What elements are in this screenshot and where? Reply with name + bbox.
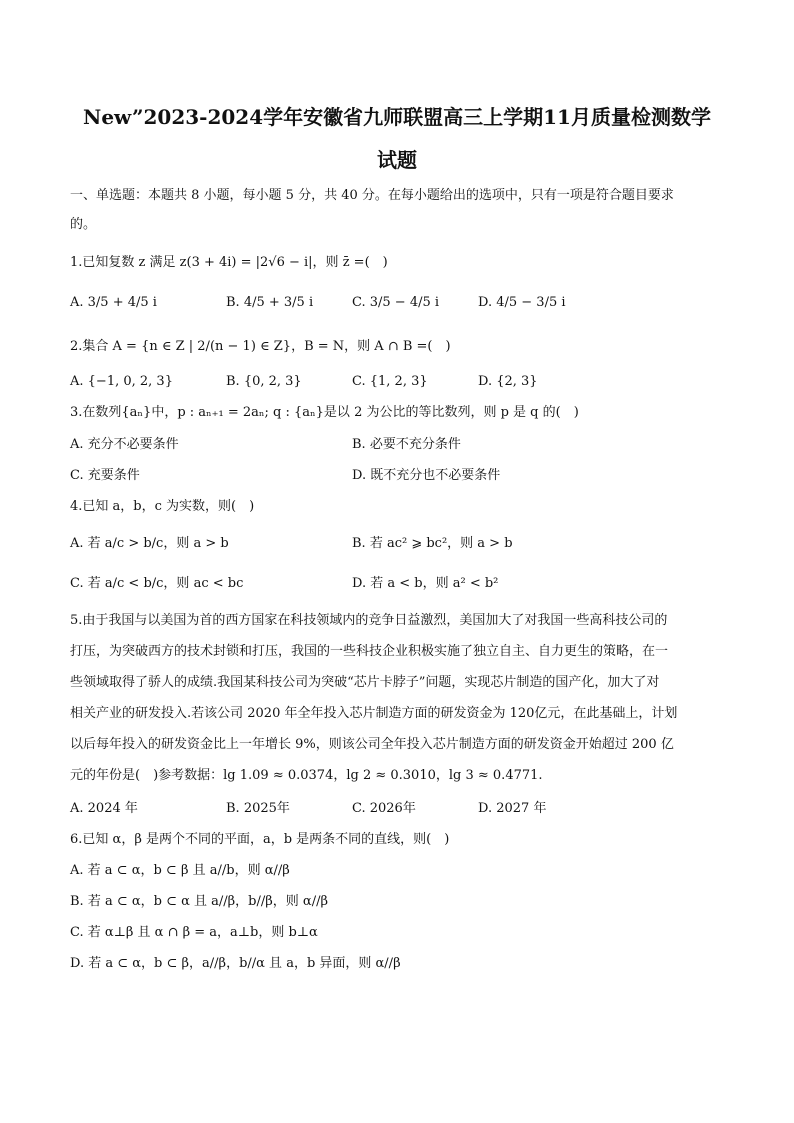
question-5-stem-line-5: 以后每年投入的研发资金比上一年增长 9%，则该公司全年投入芯片制造方面的研发资金开始超过 200 亿 [70, 737, 674, 752]
question-1-option-d: D. 4/5 − 3/5 i [478, 295, 566, 310]
question-5-option-b: B. 2025年 [226, 801, 290, 816]
page-title-continued: 试题 [377, 148, 417, 172]
question-5-option-d: D. 2027 年 [478, 801, 547, 816]
question-6-option-b: B. 若 a ⊂ α，b ⊂ α 且 a//β，b//β，则 α//β [70, 894, 328, 909]
question-6-option-a: A. 若 a ⊂ α，b ⊂ β 且 a//b，则 α//β [70, 863, 290, 878]
question-4-option-a: A. 若 a/c > b/c，则 a > b [70, 536, 229, 551]
question-4-option-b: B. 若 ac² ⩾ bc²，则 a > b [352, 536, 513, 551]
question-2-stem: 2.集合 A = {n ∈ Z | 2/(n − 1) ∈ Z}，B = N，则 A ∩ B =( ) [70, 339, 451, 354]
question-6-option-c: C. 若 α⊥β 且 α ∩ β = a，a⊥b，则 b⊥α [70, 925, 318, 940]
question-2-option-d: D. {2, 3} [478, 374, 538, 389]
question-6-option-d: D. 若 a ⊂ α，b ⊂ β，a//β，b//α 且 a，b 异面，则 α//β [70, 956, 401, 971]
question-1-option-b: B. 4/5 + 3/5 i [226, 295, 314, 310]
page-title: New”2023-2024学年安徽省九师联盟高三上学期11月质量检测数学 [83, 105, 711, 129]
question-5-option-a: A. 2024 年 [70, 801, 138, 816]
question-5-option-c: C. 2026年 [352, 801, 416, 816]
question-2-option-a: A. {−1, 0, 2, 3} [70, 374, 173, 389]
question-1-stem: 1.已知复数 z 满足 z(3 + 4i) = |2√6 − i|，则 z̄ =( ) [70, 255, 388, 270]
question-6-stem: 6.已知 α，β 是两个不同的平面，a，b 是两条不同的直线，则( ) [70, 832, 450, 847]
question-5-stem-line-3: 些领域取得了骄人的成绩.我国某科技公司为突破“芯片卡脖子”问题，实现芯片制造的国产化，加大了对 [70, 675, 660, 690]
question-5-stem-line-2: 打压，为突破西方的技术封锁和打压，我国的一些科技企业积极实施了独立自主、自力更生的策略，在一 [70, 644, 669, 659]
question-5-stem-line-1: 5.由于我国与以美国为首的西方国家在科技领域内的竞争日益激烈，美国加大了对我国一些高科技公司的 [70, 613, 668, 628]
question-3-stem: 3.在数列{aₙ}中，p : aₙ₊₁ = 2aₙ; q : {aₙ}是以 2 为公比的等比数列，则 p 是 q 的( ) [70, 405, 579, 420]
question-1-option-c: C. 3/5 − 4/5 i [352, 295, 440, 310]
section-instructions: 一、单选题：本题共 8 小题，每小题 5 分，共 40 分。在每小题给出的选项中，只有一项是符合题目要求 [70, 188, 674, 203]
question-5-stem-line-4: 相关产业的研发投入.若该公司 2020 年全年投入芯片制造方面的研发资金为 120亿元，在此基础上，计划 [70, 706, 678, 721]
question-3-option-c: C. 充要条件 [70, 468, 140, 483]
section-instructions-continued: 的。 [70, 217, 97, 232]
question-2-option-b: B. {0, 2, 3} [226, 374, 302, 389]
question-1-option-a: A. 3/5 + 4/5 i [70, 295, 157, 310]
question-2-option-c: C. {1, 2, 3} [352, 374, 428, 389]
question-3-option-a: A. 充分不必要条件 [70, 437, 179, 452]
question-4-option-d: D. 若 a < b，则 a² < b² [352, 576, 499, 591]
question-3-option-d: D. 既不充分也不必要条件 [352, 468, 501, 483]
question-4-option-c: C. 若 a/c < b/c，则 ac < bc [70, 576, 244, 591]
question-4-stem: 4.已知 a，b，c 为实数，则( ) [70, 499, 255, 514]
question-5-stem-line-6: 元的年份是( )参考数据：lg 1.09 ≈ 0.0374，lg 2 ≈ 0.3010，lg 3 ≈ 0.4771. [70, 768, 543, 783]
question-3-option-b: B. 必要不充分条件 [352, 437, 461, 452]
